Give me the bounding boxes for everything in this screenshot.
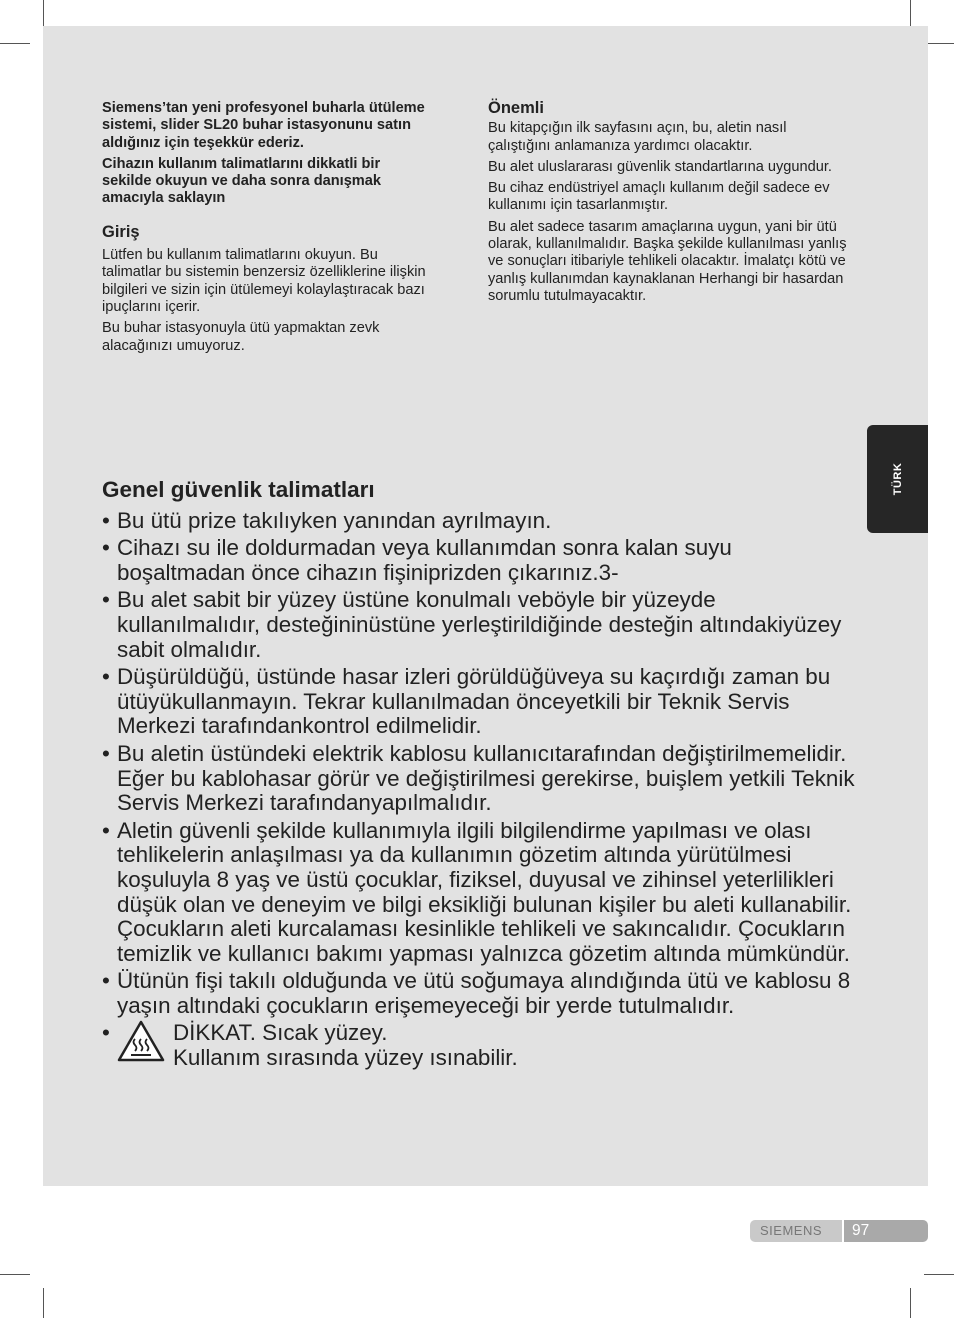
crop-mark <box>0 1274 30 1275</box>
brand-name: SIEMENS <box>760 1223 823 1238</box>
list-item-text: Bu aletin üstündeki elektrik kablosu kullanıcıtarafından değiştirilmemelidir. Eğer bu kablohasar görür ve değiştirilmesi gerekirse, buişlem yetkili Teknik Servis Merkezi tarafındanyapılmalıdır. <box>117 740 855 816</box>
intro-paragraph: Lütfen bu kullanım talimatlarını okuyun. Bu talimatlar bu sistemin benzersiz özelliklerine ilişkin bilgileri ve sizin için ütülemeyi kolaylaştıracak bazı ipuçlarını içerir. <box>102 247 426 315</box>
bullet: • <box>102 740 110 766</box>
list-item-text: Düşürüldüğü, üstünde hasar izleri görüldüğüveya su kaçırdığı zaman bu ütüyükullanmayın. Tekrar kullanılmadan önceyetkili bir Teknik Servis Merkezi tarafındankontrol edilmelidir. <box>117 664 831 739</box>
hot-surface-warning-icon <box>117 1019 165 1063</box>
list-item-text: Ütünün fişi takılı olduğunda ve ütü soğumaya alındığında ütü ve kablosu 8 yaşın altındaki çocukların erişemeyeceği bir yerde tutulmalıdır. <box>117 968 851 1018</box>
page-number: 97 <box>852 1222 870 1239</box>
crop-mark <box>0 43 30 44</box>
page-footer <box>750 1220 926 1242</box>
section-heading-onemli: Önemli <box>488 99 544 117</box>
important-paragraph: Bu kitapçığın ilk sayfasını açın, bu, aletin nasıl çalıştığını anlamanıza yardımcı olacaktır. <box>488 120 787 154</box>
important-paragraph: Bu cihaz endüstriyel amaçlı kullanım değil sadece ev kullanımı için tasarlanmıştır. <box>488 180 830 214</box>
list-item <box>102 536 862 585</box>
list-item <box>102 969 862 1018</box>
bullet: • <box>102 1020 110 1046</box>
bullet: • <box>102 968 110 994</box>
crop-mark <box>924 1274 954 1275</box>
intro-column <box>102 100 432 359</box>
warning-item <box>102 1021 862 1070</box>
warning-title: DİKKAT. Sıcak yüzey. <box>173 1020 388 1046</box>
bullet: • <box>102 817 110 843</box>
bullet: • <box>102 587 110 613</box>
list-item <box>102 509 862 534</box>
important-column <box>488 100 850 309</box>
bullet: • <box>102 507 110 533</box>
safety-list <box>102 509 862 1071</box>
intro-paragraph: Bu buhar istasyonuyla ütü yapmaktan zevk alacağınızı umuyoruz. <box>102 320 380 354</box>
important-paragraph: Bu alet sadece tasarım amaçlarına uygun, yani bir ütü olarak, kullanılmalıdır. Başka şekilde kullanılması yanlış ve sonuçları itibariyle tehlikeli olacaktır. İmalatçı kötü ve yanlış kullanımdan kaynaklanan Herhangi bir hasardan sorumlu tutulmayacaktır. <box>488 218 847 304</box>
section-heading-giris: Giriş <box>102 222 140 241</box>
crop-mark <box>43 1288 44 1318</box>
intro-thanks: Siemens’tan yeni profesyonel buharla ütüleme sistemi, slider SL20 buhar istasyonunu satın aldığınız için teşekkür ederiz. <box>102 100 425 151</box>
bullet: • <box>102 664 110 690</box>
important-paragraph: Bu alet uluslararası güvenlik standartlarına uygundur. <box>488 158 832 175</box>
crop-mark <box>910 1288 911 1318</box>
list-item <box>102 742 862 816</box>
list-item-text: Cihazı su ile doldurmadan veya kullanımdan sonra kalan suyu boşaltmadan önce cihazın fişiniprizden çıkarınız.3- <box>117 535 732 585</box>
warning-text <box>173 1021 518 1070</box>
crop-mark <box>924 43 954 44</box>
intro-keep-instructions: Cihazın kullanım talimatlarını dikkatli bir sekilde okuyun ve daha sonra danışmak amacıyla saklayın <box>102 155 382 207</box>
language-tab <box>867 425 928 533</box>
safety-heading: Genel güvenlik talimatları <box>102 477 375 502</box>
page-number-box <box>842 1220 928 1242</box>
list-item-text: Bu ütü prize takılıyken yanından ayrılmayın. <box>117 507 552 533</box>
bullet: • <box>102 535 110 561</box>
list-item-text: Aletin güvenli şekilde kullanımıyla ilgili bilgilendirme yapılması ve olası tehlikelerin anlaşılması ya da kullanımın gözetim altında yürütülmesi koşuluyla 8 yaş ve üstü çocuklar, fiziksel, duyusal ve zihinsel yeterlilikleri düşük olan ve deneyim ve bilgi eksikliği bulunan kişiler bu aleti kullanabilir. Çocukların aleti kurcalaması kesinlikle tehlikeli ve sakıncalıdır. Çocukların temizlik ve kullanıcı bakımı yapması yalnızca gözetim altında mümkündür. <box>117 817 852 966</box>
list-item <box>102 819 862 967</box>
list-item <box>102 588 862 662</box>
warning-description: Kullanım sırasında yüzey ısınabilir. <box>173 1045 518 1071</box>
list-item-text: Bu alet sabit bir yüzey üstüne konulmalı veböyle bir yüzeyde kullanılmalıdır, desteğininüstüne yerleştirildiğinde desteğin altındakiyüzey sabit olmalıdır. <box>117 587 842 662</box>
safety-section <box>102 478 862 1074</box>
language-tab-label: TÜRK <box>891 462 904 496</box>
list-item <box>102 665 862 739</box>
